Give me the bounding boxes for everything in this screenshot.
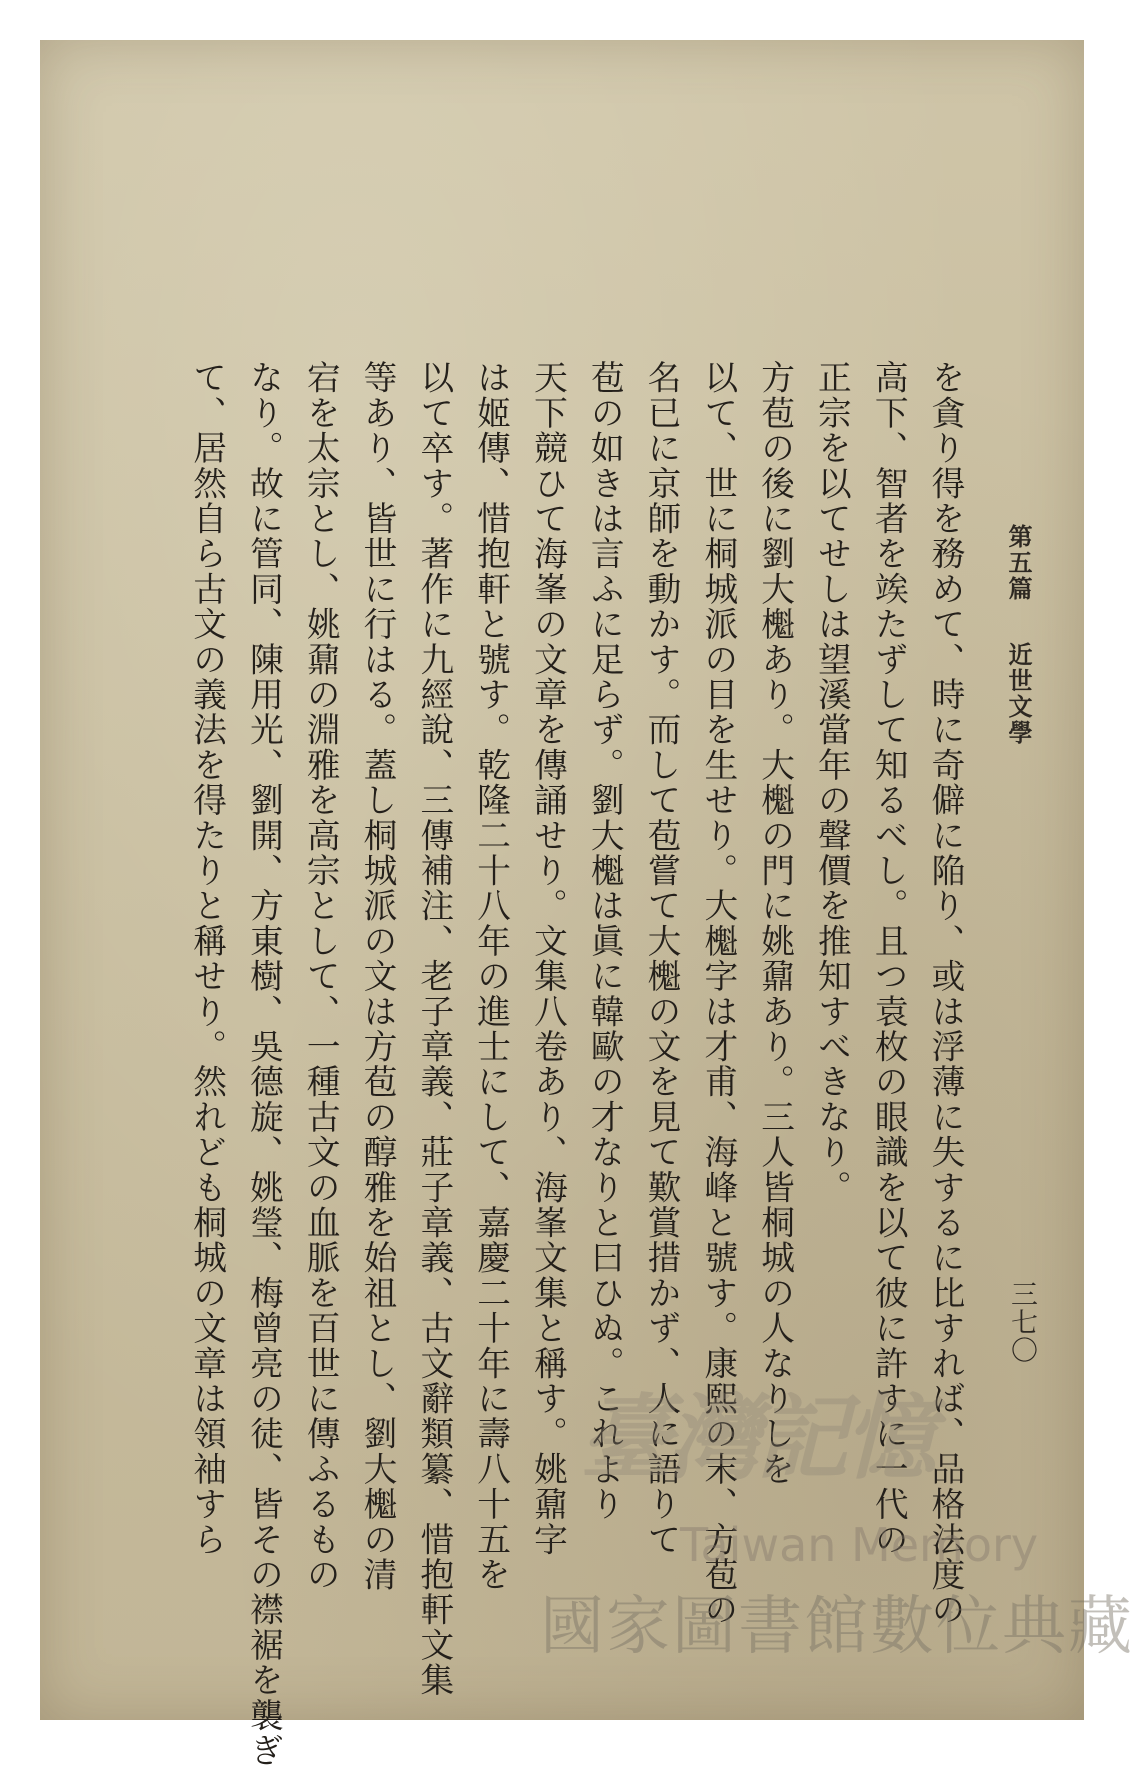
book-page	[40, 40, 1134, 1768]
text-line: なり。故に管同、陳用光、劉開、方東樹、吳德旋、姚瑩、梅曾亮の徒、皆その襟裾を襲ぎ	[244, 360, 284, 1768]
text-line: 方苞の後に劉大櫆あり。大櫆の門に姚鼐あり。三人皆桐城の人なりしを	[755, 360, 795, 1487]
page-number: 三七〇	[1006, 1280, 1037, 1364]
text-line: 高下、智者を竢たずして知るべし。且つ袁枚の眼識を以て彼に許すに一代の	[869, 360, 909, 1557]
watermark-english: Taiwan Memory	[680, 1518, 1039, 1572]
watermark-chinese: 國家圖書館數位典藏	[540, 1590, 1134, 1664]
section-label: 近世文學	[1004, 642, 1033, 746]
text-line: 以て、世に桐城派の目を生せり。大櫆字は才甫、海峰と號す。康熙の末、方苞の	[698, 360, 738, 1628]
text-line: は姬傳、惜抱軒と號す。乾隆二十八年の進士にして、嘉慶二十年に壽八十五を	[471, 360, 511, 1592]
running-head	[1001, 524, 1036, 746]
text-line: 苞の如きは言ふに足らず。劉大櫆は眞に韓歐の才なりと曰ひぬ。これより	[585, 360, 625, 1522]
text-line: 天下競ひて海峯の文章を傳誦せり。文集八卷あり、海峯文集と稱す。姚鼐字	[528, 360, 568, 1557]
chapter-label: 第五篇	[1004, 524, 1033, 602]
text-line: 名已に京師を動かす。而して苞嘗て大櫆の文を見て歎賞措かず、人に語りて	[642, 360, 682, 1557]
watermark-logo: 臺灣記憶	[580, 1384, 933, 1492]
text-line: 宕を太宗とし、姚鼐の淵雅を高宗として、一種古文の血脈を百世に傳ふるもの	[301, 360, 341, 1592]
text-line: 以て卒す。著作に九經說、三傳補注、老子章義、莊子章義、古文辭類纂、惜抱軒文集	[414, 360, 454, 1698]
text-line: 正宗を以てせしは望溪當年の聲價を推知すべきなり。	[812, 360, 852, 1205]
text-line: て、居然自ら古文の義法を得たりと稱せり。然れども桐城の文章は領袖すら	[187, 360, 227, 1557]
text-line: 等あり、皆世に行はる。蓋し桐城派の文は方苞の醇雅を始祖とし、劉大櫆の清	[358, 360, 398, 1592]
text-line: を貪り得を務めて、時に奇僻に陥り、或は浮薄に失するに比すれば、品格法度の	[926, 360, 965, 1628]
